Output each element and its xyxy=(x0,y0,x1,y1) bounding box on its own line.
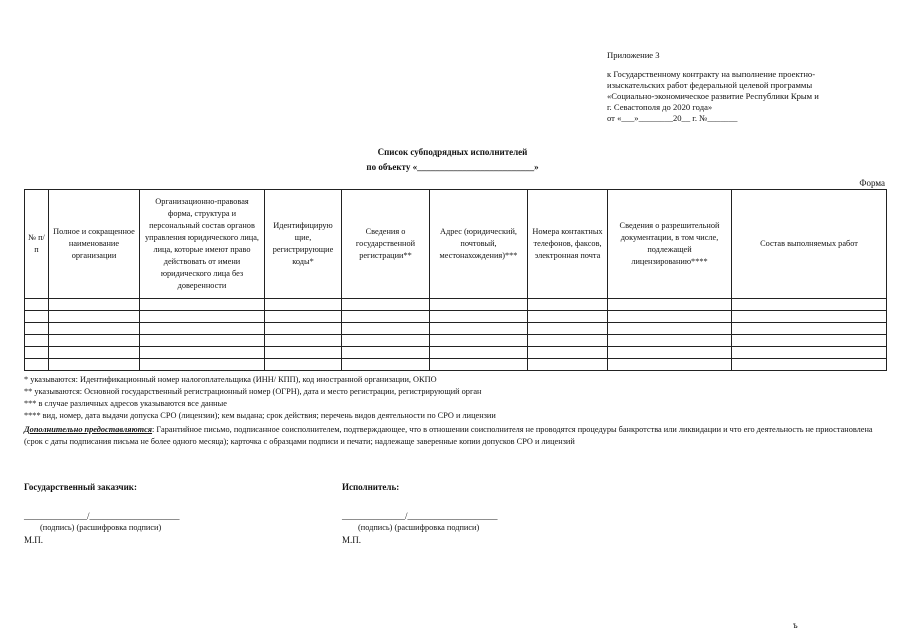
table-cell xyxy=(528,323,608,335)
footnote: ** указываются: Основной государственный регистрационный номер (ОГРН), дата и место регистрации, регистрирующий орган xyxy=(24,387,482,396)
table-cell xyxy=(49,311,140,323)
table-cell xyxy=(342,359,430,371)
appendix-line: изыскательских работ федеральной целевой программы xyxy=(607,80,813,90)
table-row xyxy=(25,359,887,371)
customer-signature-hint: (подпись) (расшифровка подписи) xyxy=(40,523,162,532)
table-cell xyxy=(732,347,887,359)
table-cell xyxy=(528,299,608,311)
table-cell xyxy=(528,311,608,323)
footnote: * указываются: Идентификационный номер налогоплательщика (ИНН/ КПП), код иностранной организации, ОКПО xyxy=(24,375,437,384)
table-cell xyxy=(732,359,887,371)
footnote: *** в случае различных адресов указываются все данные xyxy=(24,399,227,408)
header-cell-number: № п/п xyxy=(25,190,49,299)
table-cell xyxy=(430,323,528,335)
table-cell xyxy=(732,311,887,323)
table-cell xyxy=(528,347,608,359)
table-cell xyxy=(49,335,140,347)
customer-title: Государственный заказчик: xyxy=(24,482,137,492)
header-cell-registration: Сведения о государственной регистрации** xyxy=(342,190,430,299)
table-row xyxy=(25,335,887,347)
table-cell xyxy=(49,359,140,371)
table-cell xyxy=(140,311,265,323)
table-cell xyxy=(732,299,887,311)
table-row xyxy=(25,299,887,311)
contractor-title: Исполнитель: xyxy=(342,482,400,492)
table-cell xyxy=(342,347,430,359)
customer-signature-line: ______________/____________________ xyxy=(24,511,180,521)
table-cell xyxy=(49,323,140,335)
table-cell xyxy=(140,335,265,347)
table-cell xyxy=(342,311,430,323)
appendix-line: г. Севастополя до 2020 года» xyxy=(607,102,713,112)
table-cell xyxy=(430,335,528,347)
customer-signature-block xyxy=(24,481,180,546)
table-cell xyxy=(265,311,342,323)
table-row xyxy=(25,311,887,323)
table-cell xyxy=(49,299,140,311)
object-line: по объекту «__________________________» xyxy=(366,162,539,172)
table-cell xyxy=(140,299,265,311)
table-cell xyxy=(265,359,342,371)
table-cell xyxy=(265,323,342,335)
document-title: Список субподрядных исполнителей xyxy=(377,147,528,157)
table-cell xyxy=(140,359,265,371)
table-cell xyxy=(608,299,732,311)
header-cell-contacts: Номера контактных телефонов, факсов, электронная почта xyxy=(528,190,608,299)
additional-documents-note xyxy=(24,424,886,448)
table-cell xyxy=(430,359,528,371)
header-cell-legal-form: Организационно-правовая форма, структура и персональный состав органов управления юридического лица, лица, которые имеют право действовать от имени юридического лица без доверенности xyxy=(140,190,265,299)
footnote: **** вид, номер, дата выдачи допуска СРО (лицензии); кем выдана; срок действия; перечень видов деятельности по СРО и лицензии xyxy=(24,411,496,420)
table-cell xyxy=(732,323,887,335)
table-cell xyxy=(25,323,49,335)
table-row xyxy=(25,323,887,335)
additional-documents-text: : Гарантийное письмо, подписанное соисполнителем, подтверждающее, что в отношении соисполнителя не проводятся процедуры банкротства или ликвидации и что его деятельность не приостановлена (срок с даты подписания письма не более одного месяца); карточка с образцами подписи и печати; надлежаще заверенные копии допусков СРО и лицензий xyxy=(24,425,873,446)
table-cell xyxy=(265,299,342,311)
table-cell xyxy=(25,311,49,323)
header-cell-address: Адрес (юридический, почтовый, местонахождения)*** xyxy=(430,190,528,299)
table-cell xyxy=(49,347,140,359)
table-cell xyxy=(608,347,732,359)
appendix-line: к Государственному контракту на выполнение проектно- xyxy=(607,69,816,79)
header-cell-permits: Сведения о разрешительной документации, в том числе, подлежащей лицензированию**** xyxy=(608,190,732,299)
appendix-header xyxy=(607,50,857,124)
table-cell xyxy=(608,311,732,323)
table-cell xyxy=(342,335,430,347)
table-cell xyxy=(430,299,528,311)
header-cell-codes: Идентифицирую щие, регистрирующие коды* xyxy=(265,190,342,299)
contractor-stamp-label: М.П. xyxy=(342,535,362,545)
table-cell xyxy=(608,335,732,347)
additional-documents-label: Дополнительно предоставляются xyxy=(24,425,153,434)
appendix-line: «Социально-экономическое развитие Республики Крым и xyxy=(607,91,819,101)
appendix-title: Приложение 3 xyxy=(607,50,660,60)
table-cell xyxy=(140,323,265,335)
header-cell-name: Полное и сокращенное наименование организации xyxy=(49,190,140,299)
table-cell xyxy=(25,335,49,347)
table-cell xyxy=(25,299,49,311)
contractor-signature-line: ______________/____________________ xyxy=(342,511,498,521)
table-cell xyxy=(265,335,342,347)
table-cell xyxy=(430,347,528,359)
table-cell xyxy=(608,323,732,335)
contractor-signature-block xyxy=(342,481,498,546)
contractor-signature-hint: (подпись) (расшифровка подписи) xyxy=(358,523,480,532)
table-cell xyxy=(528,359,608,371)
table-cell xyxy=(265,347,342,359)
table-header-row xyxy=(25,190,887,299)
table-cell xyxy=(732,335,887,347)
form-label: Форма xyxy=(859,178,885,188)
table-row xyxy=(25,347,887,359)
table-cell xyxy=(342,323,430,335)
corner-mark: ъ xyxy=(793,620,798,630)
table-cell xyxy=(25,359,49,371)
table-cell xyxy=(342,299,430,311)
table-cell xyxy=(25,347,49,359)
table-cell xyxy=(528,335,608,347)
table-cell xyxy=(608,359,732,371)
appendix-contract-date-line: от «___»________20__ г. №_______ xyxy=(607,113,738,123)
header-cell-works: Состав выполняемых работ xyxy=(732,190,887,299)
customer-stamp-label: М.П. xyxy=(24,535,44,545)
table-cell xyxy=(430,311,528,323)
table-cell xyxy=(140,347,265,359)
footnotes xyxy=(24,374,886,448)
subcontractors-table xyxy=(24,189,887,371)
table-body xyxy=(25,299,887,371)
